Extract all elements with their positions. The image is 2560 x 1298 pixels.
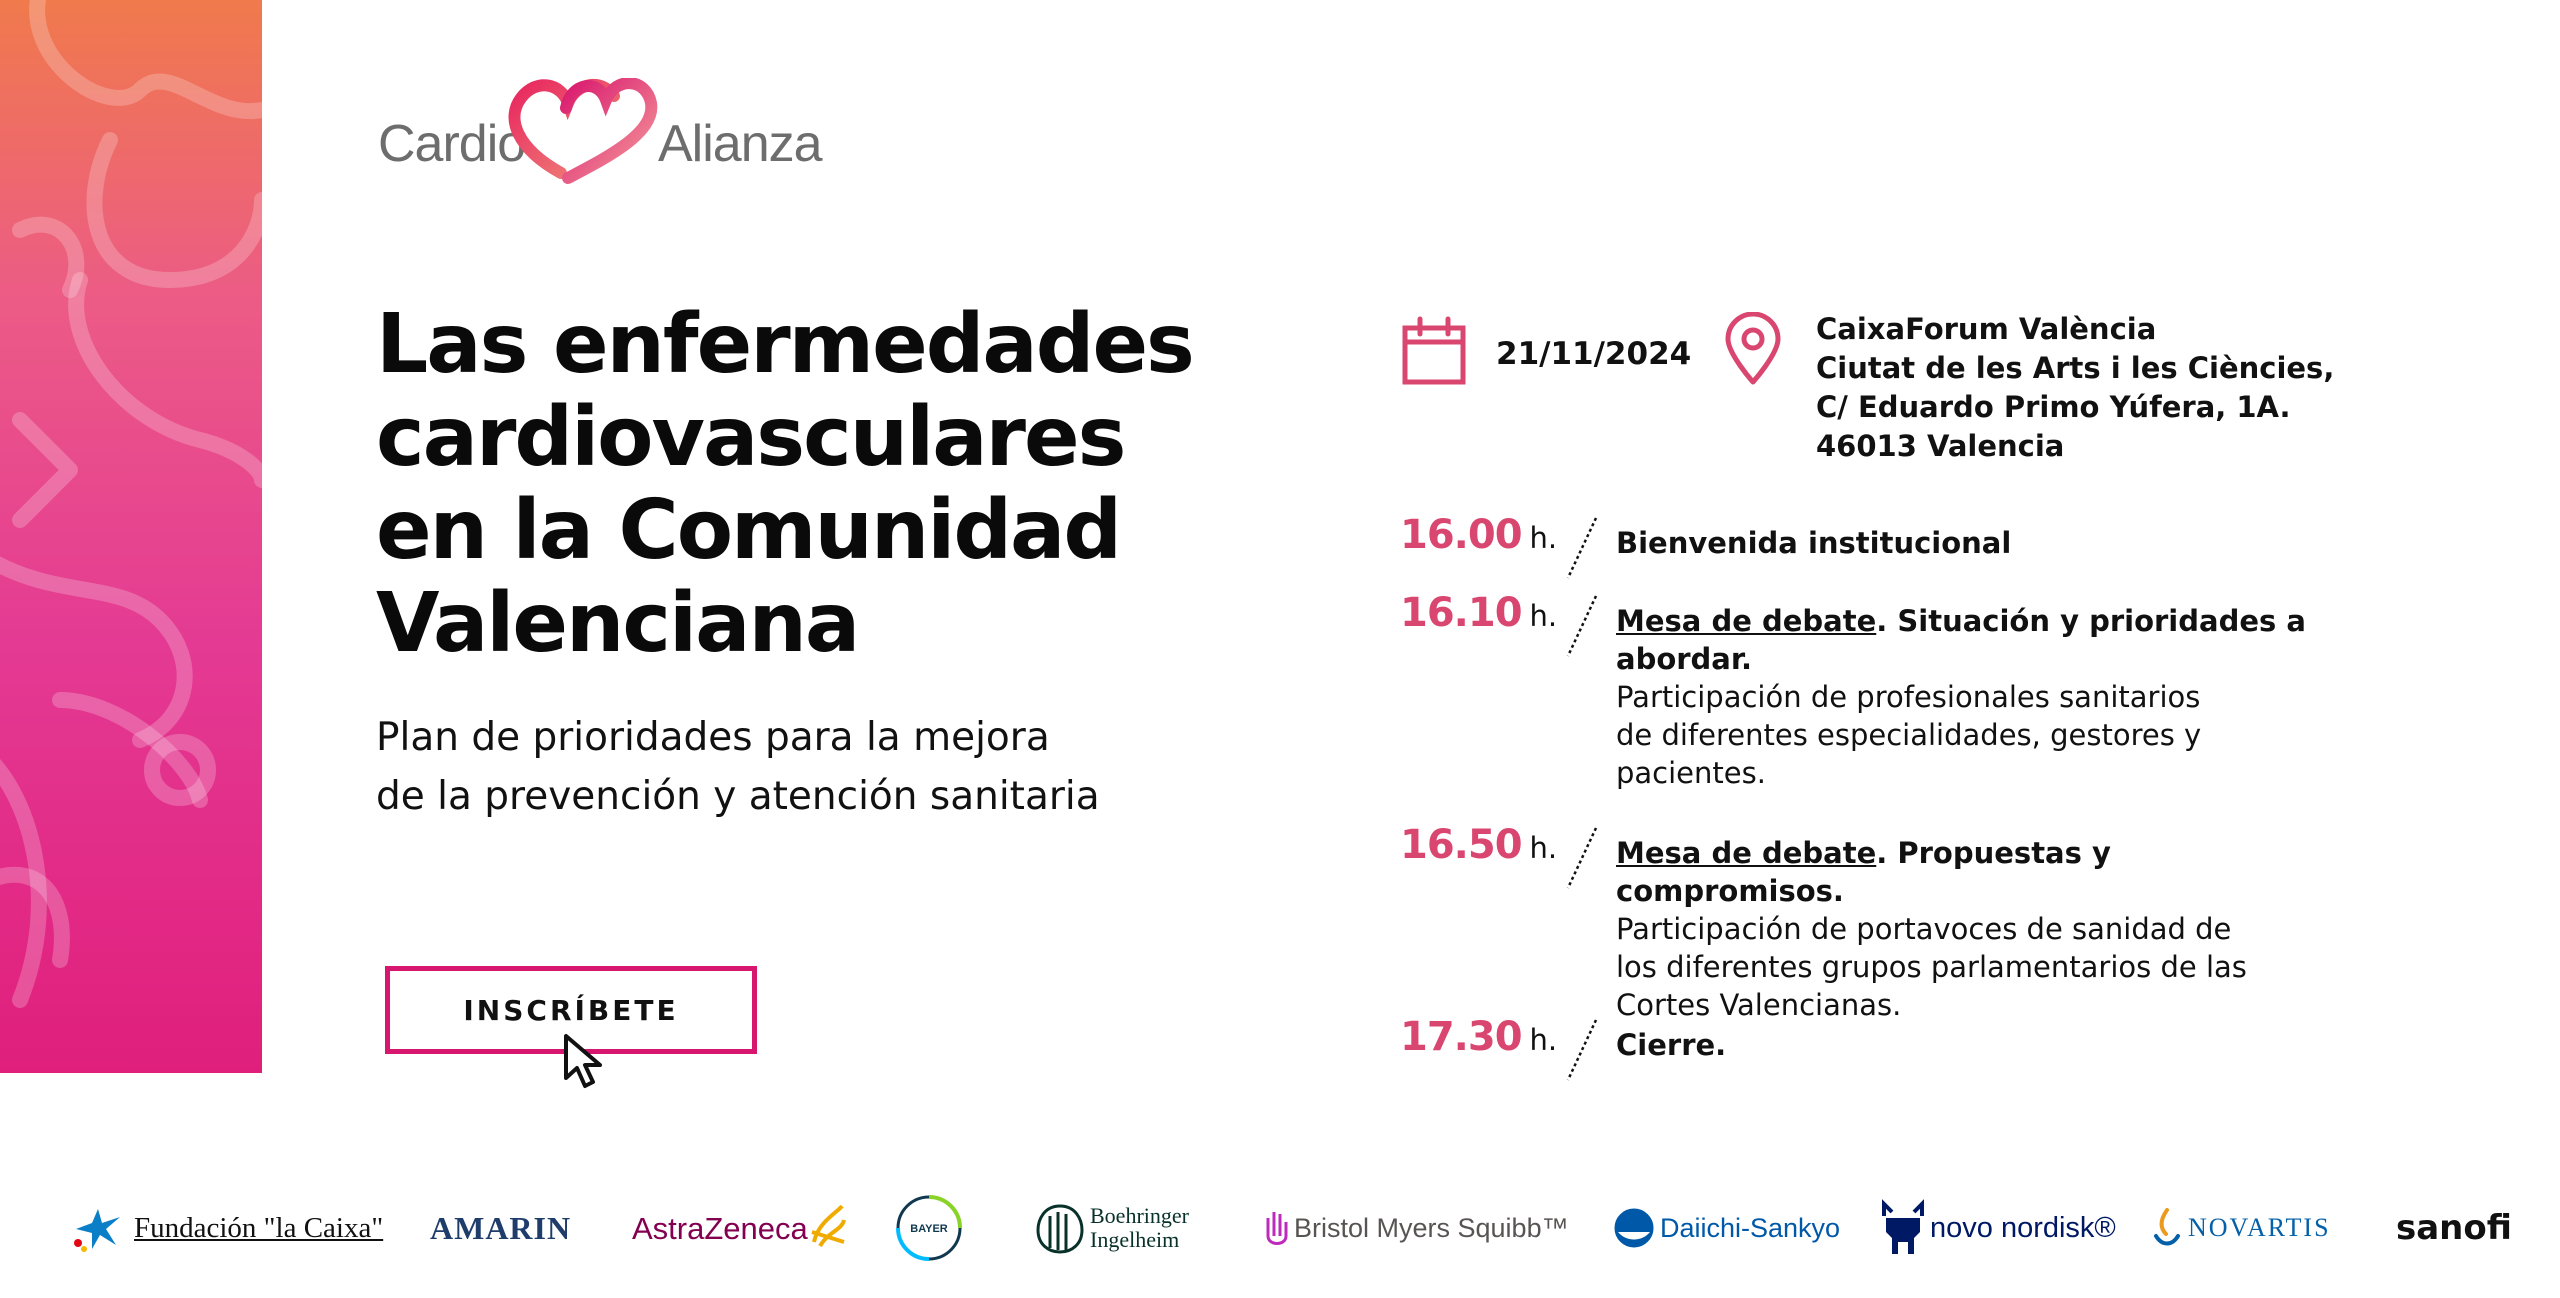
sponsor-name: Bristol Myers Squibb™ bbox=[1294, 1212, 1569, 1243]
agenda-description: los diferentes grupos parlamentarios de las bbox=[1616, 950, 2247, 984]
agenda-unit: h. bbox=[1529, 1023, 1558, 1057]
dotted-separator-icon bbox=[1562, 1016, 1602, 1084]
novo-nordisk-bull-icon bbox=[1878, 1198, 1928, 1258]
sponsor-daiichi-sankyo bbox=[1612, 1190, 1840, 1266]
agenda-time bbox=[1400, 822, 1557, 868]
agenda-description: Participación de profesionales sanitarios bbox=[1616, 680, 2201, 714]
title-line: Las enfermedades bbox=[376, 297, 1193, 392]
sponsor-astrazeneca bbox=[632, 1190, 848, 1266]
sponsor-name: Fundación "la Caixa" bbox=[134, 1211, 384, 1244]
agenda-body bbox=[1616, 524, 2316, 562]
sponsor-name: AMARIN bbox=[430, 1210, 572, 1246]
subtitle bbox=[376, 708, 1196, 826]
bms-hand-icon bbox=[1264, 1206, 1290, 1250]
agenda-description: Participación de portavoces de sanidad de bbox=[1616, 912, 2232, 946]
agenda-time bbox=[1400, 1014, 1557, 1060]
agenda-body bbox=[1616, 602, 2316, 792]
dotted-separator-icon bbox=[1562, 824, 1602, 892]
agenda-description: Cortes Valencianas. bbox=[1616, 988, 1902, 1022]
agenda-session-type: Mesa de debate bbox=[1616, 836, 1877, 870]
location-line: C/ Eduardo Primo Yúfera, 1A. bbox=[1816, 390, 2291, 424]
sponsor-name: Daiichi-Sankyo bbox=[1660, 1212, 1841, 1243]
novartis-flame-icon bbox=[2152, 1206, 2182, 1250]
agenda-hour: 16.00 bbox=[1400, 512, 1522, 558]
sponsor-bayer bbox=[894, 1190, 964, 1266]
dotted-separator-icon bbox=[1562, 592, 1602, 660]
agenda-description: de diferentes especialidades, gestores y bbox=[1616, 718, 2202, 752]
sponsor-name-line: Boehringer bbox=[1090, 1203, 1189, 1228]
cardio-alianza-logo bbox=[378, 78, 822, 188]
astrazeneca-swirl-icon bbox=[808, 1202, 848, 1254]
register-button[interactable]: INSCRÍBETE bbox=[385, 966, 757, 1054]
page-title bbox=[376, 297, 1193, 671]
side-banner bbox=[0, 0, 262, 1073]
sponsor-amarin bbox=[430, 1190, 571, 1266]
location-line: Ciutat de les Arts i les Ciències, bbox=[1816, 351, 2335, 385]
agenda-hour: 16.50 bbox=[1400, 822, 1522, 868]
sponsor-fundacion-la-caixa bbox=[70, 1190, 383, 1266]
daiichi-sankyo-globe-icon bbox=[1612, 1206, 1656, 1250]
heart-illustration-icon bbox=[0, 0, 262, 1073]
event-date: 21/11/2024 bbox=[1496, 336, 1692, 372]
sponsor-name: AstraZeneca bbox=[632, 1210, 808, 1246]
sponsor-name: novo nordisk® bbox=[1930, 1211, 2116, 1244]
bayer-cross-logo-icon bbox=[894, 1193, 964, 1263]
location-pin-icon bbox=[1722, 312, 1784, 386]
sponsor-boehringer-ingelheim bbox=[1036, 1190, 1189, 1266]
mouse-pointer-icon bbox=[562, 1032, 606, 1092]
agenda-title: Cierre. bbox=[1616, 1028, 1727, 1062]
event-location bbox=[1816, 310, 2334, 466]
boehringer-building-icon bbox=[1036, 1202, 1084, 1254]
logo-text-cardio: Cardio bbox=[378, 115, 526, 173]
agenda-unit: h. bbox=[1529, 831, 1558, 865]
location-line: 46013 Valencia bbox=[1816, 429, 2065, 463]
subtitle-line: de la prevención y atención sanitaria bbox=[376, 774, 1100, 819]
location-line: CaixaForum València bbox=[1816, 312, 2157, 346]
sponsor-name: sanofi bbox=[2396, 1208, 2512, 1248]
sponsor-logos bbox=[60, 1190, 2520, 1266]
agenda-time bbox=[1400, 590, 1557, 636]
logo-text-alianza: Alianza bbox=[658, 115, 822, 173]
subtitle-line: Plan de prioridades para la mejora bbox=[376, 715, 1050, 760]
bayer-horizontal: BAYER bbox=[910, 1223, 948, 1235]
agenda-title: . Propuestas y compromisos. bbox=[1616, 836, 2111, 908]
agenda-title: Bienvenida institucional bbox=[1616, 526, 2012, 560]
la-caixa-star-icon bbox=[70, 1203, 126, 1253]
agenda-hour: 17.30 bbox=[1400, 1014, 1522, 1060]
sponsor-sanofi bbox=[2396, 1190, 2512, 1266]
sponsor-bristol-myers-squibb bbox=[1264, 1190, 1569, 1266]
agenda-hour: 16.10 bbox=[1400, 590, 1522, 636]
dotted-separator-icon bbox=[1562, 514, 1602, 582]
double-heart-logo-icon bbox=[506, 78, 666, 188]
agenda-unit: h. bbox=[1529, 599, 1558, 633]
agenda-body bbox=[1616, 834, 2316, 1024]
agenda-unit: h. bbox=[1529, 521, 1558, 555]
sponsor-name-line: Ingelheim bbox=[1090, 1227, 1180, 1252]
title-line: cardiovasculares bbox=[376, 390, 1125, 485]
agenda-description: pacientes. bbox=[1616, 756, 1766, 790]
calendar-icon bbox=[1400, 316, 1468, 388]
agenda-body bbox=[1616, 1026, 2316, 1064]
sponsor-novartis bbox=[2152, 1190, 2331, 1266]
agenda-title: . Situación y prioridades a abordar. bbox=[1616, 604, 2306, 676]
sponsor-novo-nordisk bbox=[1878, 1190, 2116, 1266]
title-line: Valenciana bbox=[376, 576, 859, 671]
sponsor-name: NOVARTIS bbox=[2188, 1213, 2331, 1242]
agenda-time bbox=[1400, 512, 1557, 558]
agenda-session-type: Mesa de debate bbox=[1616, 604, 1877, 638]
title-line: en la Comunidad bbox=[376, 483, 1121, 578]
